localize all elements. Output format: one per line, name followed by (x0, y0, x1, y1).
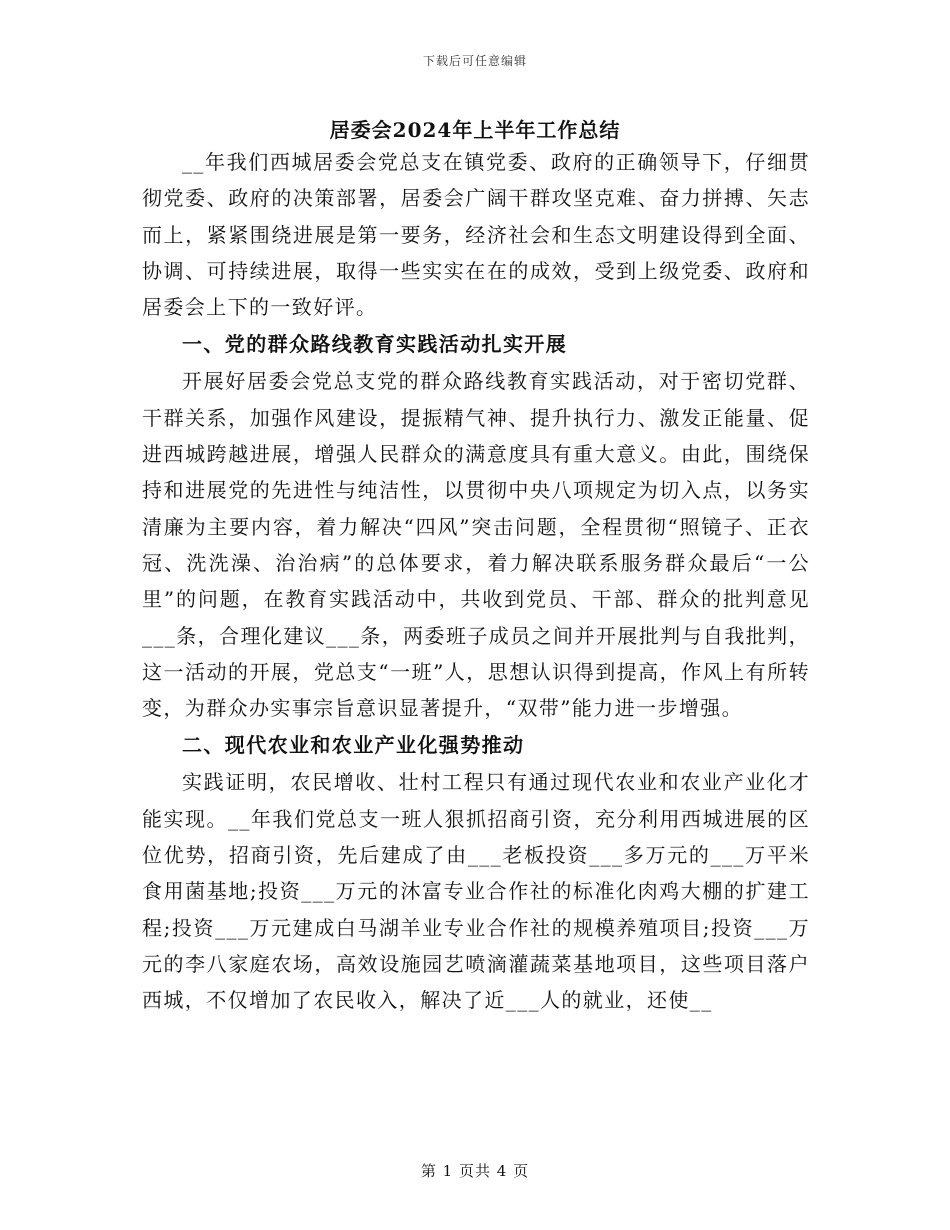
section-heading-1: 一、党的群众路线教育实践活动扎实开展 (182, 332, 568, 357)
section-paragraph-2: 实践证明，农民增收、壮村工程只有通过现代农业和农业产业化才能实现。__年我们党总支一班人狠抓招商引资，充分利用西城进展的区位优势，招商引资，先后建成了由___老板投资___多万元的___万平米食用菌基地;投资___万元的沐富专业合作社的标准化肉鸡大棚的扩建工程;投资___万元建成白马湖羊业专业合作社的规模养殖项目;投资___万元的李八家庭农场，高效设施园艺喷滴灌蔬菜基地项目，这些项目落户西城，不仅增加了农民收入，解决了近___人的就业，还使__ (142, 770, 810, 1013)
page-title: 居委会2024年上半年工作总结 (329, 118, 621, 142)
section-paragraph-1: 开展好居委会党总支党的群众路线教育实践活动，对于密切党群、干群关系，加强作风建设，提振精气神、提升执行力、激发正能量、促进西城跨越进展，增强人民群众的满意度具有重大意义。由此，围绕保持和进展党的先进性与纯洁性，以贯彻中央八项规定为切入点，以务实清廉为主要内容，着力解决“四风”突击问题，全程贯彻“照镜子、正衣冠、洗洗澡、治治病”的总体要求，着力解决联系服务群众最后“一公里”的问题，在教育实践活动中，共收到党员、干部、群众的批判意见___条，合理化建议___条，两委班子成员之间并开展批判与自我批判，这一活动的开展，党总支“一班”人，思想认识得到提高，作风上有所转变，为群众办实事宗旨意识显著提升，“双带”能力进一步增强。 (142, 369, 810, 721)
document-body (142, 144, 810, 1019)
intro-paragraph: __年我们西城居委会党总支在镇党委、政府的正确领导下，仔细贯彻党委、政府的决策部署，居委会广阔干群攻坚克难、奋力拼搏、矢志而上，紧紧围绕进展是第一要务，经济社会和生态文明建设得到全面、协调、可持续进展，取得一些实实在在的成效，受到上级党委、政府和居委会上下的一致好评。 (142, 150, 810, 320)
header-note: 下载后可任意编辑 (422, 54, 527, 68)
page-number-footer: 第 1 页共 4 页 (420, 1162, 530, 1180)
section-heading-2: 二、现代农业和农业产业化强势推动 (182, 733, 525, 758)
